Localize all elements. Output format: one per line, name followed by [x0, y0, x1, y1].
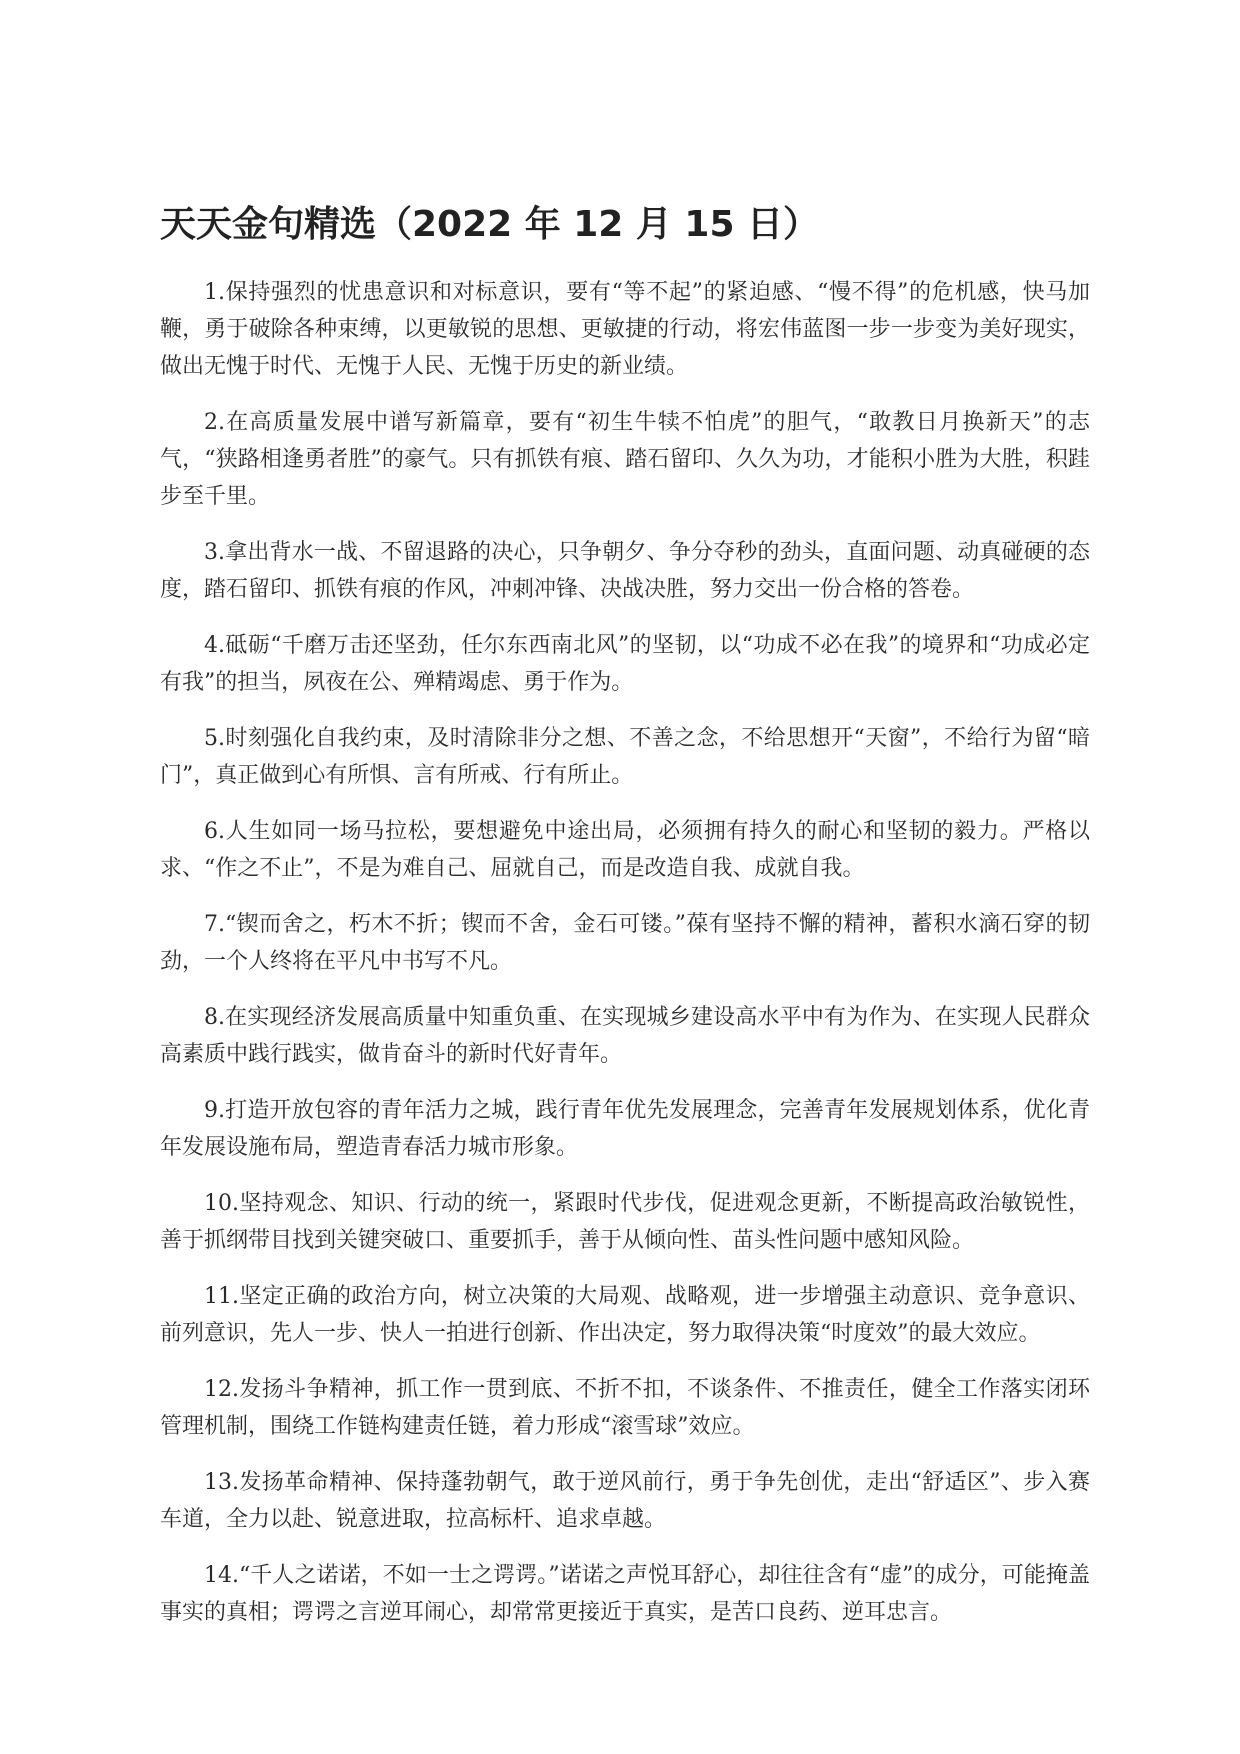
quote-paragraph-9: 9.打造开放包容的青年活力之城，践行青年优先发展理念，完善青年发展规划体系，优化青年发展设施布局，塑造青春活力城市形象。: [160, 1098, 1090, 1160]
quote-paragraph-5: 5.时刻强化自我约束，及时清除非分之想、不善之念，不给思想开“天窗”，不给行为留“暗门”，真正做到心有所惧、言有所戒、行有所止。: [160, 726, 1090, 788]
quote-paragraph-12: 12.发扬斗争精神，抓工作一贯到底、不折不扣，不谈条件、不推责任，健全工作落实闭环管理机制，围绕工作链构建责任链，着力形成“滚雪球”效应。: [160, 1377, 1090, 1439]
quote-paragraph-6: 6.人生如同一场马拉松，要想避免中途出局，必须拥有持久的耐心和坚韧的毅力。严格以求、“作之不止”，不是为难自己、屈就自己，而是改造自我、成就自我。: [160, 819, 1090, 881]
quote-paragraph-7: 7.“锲而舍之，朽木不折；锲而不舍，金石可镂。”葆有坚持不懈的精神，蓄积水滴石穿的韧劲，一个人终将在平凡中书写不凡。: [160, 912, 1090, 974]
quote-paragraph-10: 10.坚持观念、知识、行动的统一，紧跟时代步伐，促进观念更新，不断提高政治敏锐性，善于抓纲带目找到关键突破口、重要抓手，善于从倾向性、苗头性问题中感知风险。: [160, 1191, 1090, 1253]
quote-paragraph-13: 13.发扬革命精神、保持蓬勃朝气，敢于逆风前行，勇于争先创优，走出“舒适区”、步入赛车道，全力以赴、锐意进取，拉高标杆、追求卓越。: [160, 1470, 1090, 1532]
quote-paragraph-3: 3.拿出背水一战、不留退路的决心，只争朝夕、争分夺秒的劲头，直面问题、动真碰硬的态度，踏石留印、抓铁有痕的作风，冲刺冲锋、决战决胜，努力交出一份合格的答卷。: [160, 540, 1090, 602]
document-title: 天天金句精选（2022 年 12 月 15 日）: [160, 204, 820, 245]
document-body: [160, 274, 1090, 1650]
quote-paragraph-2: 2.在高质量发展中谱写新篇章，要有“初生牛犊不怕虎”的胆气，“敢教日月换新天”的志气，“狭路相逢勇者胜”的豪气。只有抓铁有痕、踏石留印、久久为功，才能积小胜为大胜，积跬步至千里。: [160, 410, 1090, 509]
quote-paragraph-14: 14.“千人之诺诺，不如一士之谔谔。”诺诺之声悦耳舒心，却往往含有“虚”的成分，可能掩盖事实的真相；谔谔之言逆耳闹心，却常常更接近于真实，是苦口良药、逆耳忠言。: [160, 1563, 1090, 1625]
quote-paragraph-8: 8.在实现经济发展高质量中知重负重、在实现城乡建设高水平中有为作为、在实现人民群众高素质中践行践实，做肯奋斗的新时代好青年。: [160, 1005, 1090, 1067]
quote-paragraph-11: 11.坚定正确的政治方向，树立决策的大局观、战略观，进一步增强主动意识、竞争意识、前列意识，先人一步、快人一拍进行创新、作出决定，努力取得决策“时度效”的最大效应。: [160, 1284, 1090, 1346]
quote-paragraph-1: 1.保持强烈的忧患意识和对标意识，要有“等不起”的紧迫感、“慢不得”的危机感，快马加鞭，勇于破除各种束缚，以更敏锐的思想、更敏捷的行动，将宏伟蓝图一步一步变为美好现实，做出无愧于时代、无愧于人民、无愧于历史的新业绩。: [160, 280, 1090, 379]
quote-paragraph-4: 4.砥砺“千磨万击还坚劲，任尔东西南北风”的坚韧，以“功成不必在我”的境界和“功成必定有我”的担当，夙夜在公、殚精竭虑、勇于作为。: [160, 633, 1090, 695]
